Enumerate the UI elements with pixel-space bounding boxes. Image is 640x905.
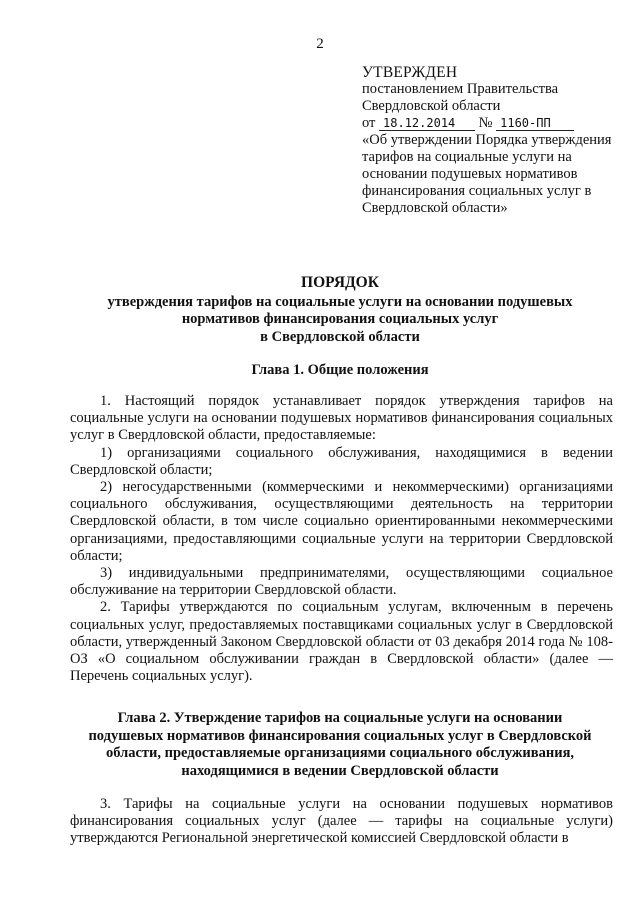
approval-date-line <box>362 115 620 132</box>
paragraph-1-item-2: 2) негосударственными (коммерческими и некоммерческими) организациями социального обслуживания, осуществляющими деятельность на территории Свердловской области, в том числе социально ориентированными некоммерческими организациями, предоставляющими социальные услуги на территории Свердловской области; <box>70 479 613 564</box>
date-value: 18.12.2014 <box>379 116 475 131</box>
title-line-2: нормативов финансирования социальных услуг <box>181 311 499 327</box>
chapter-2-body <box>70 796 613 848</box>
document-title: ПОРЯДОК <box>301 274 379 291</box>
chapter-2-heading-line-2: подушевых нормативов финансирования социальных услуг в Свердловской <box>88 727 592 744</box>
paragraph-1: 1. Настоящий порядок устанавливает порядок утверждения тарифов на социальные услуги на основании подушевых нормативов финансирования социальных услуг в Свердловской области, предоставляемые: <box>70 393 613 444</box>
paragraph-2: 2. Тарифы утверждаются по социальным услугам, включенным в перечень социальных услуг, предоставляемых поставщиками социальных услуг в Свердловской области, утвержденный Законом Свердловской области от 03 декабря 2014 года № 108-ОЗ «О социальном обслуживании граждан в Свердловской области» (далее — Перечень социальных услуг). <box>70 599 613 685</box>
approval-line-2: Свердловской области <box>362 98 501 114</box>
title-line-3: в Свердловской области <box>260 328 420 345</box>
number-prefix: № <box>478 115 493 131</box>
page-number: 2 <box>316 36 324 52</box>
date-prefix: от <box>362 115 376 131</box>
paragraph-3: 3. Тарифы на социальные услуги на основании подушевых нормативов финансирования социальных услуг (далее — тарифы на социальные услуги) утверждаются Региональной энергетической комиссией Свердловской области в <box>70 796 613 847</box>
approval-block <box>362 64 620 217</box>
chapter-2-heading-line-4: находящимися в ведении Свердловской области <box>181 762 499 779</box>
document-title-block <box>70 274 610 346</box>
title-line-1: утверждения тарифов на социальные услуги на основании подушевых <box>107 293 573 310</box>
chapter-1-heading: Глава 1. Общие положения <box>251 362 429 378</box>
approval-heading: УТВЕРЖДЕН <box>362 64 458 81</box>
chapter-1-body <box>70 393 613 685</box>
paragraph-1-item-3: 3) индивидуальными предпринимателями, осуществляющими социальное обслуживание на территории Свердловской области. <box>70 565 613 599</box>
chapter-2-heading-line-3: области, предоставляемые организациями социального обслуживания, <box>105 745 575 761</box>
approval-subject: «Об утверждении Порядка утверждения тарифов на социальные услуги на основании подушевых нормативов финансирования социальных услуг в Свердловской области» <box>362 132 612 216</box>
number-value: 1160-ПП <box>496 116 574 131</box>
approval-line-1: постановлением Правительства <box>362 81 559 97</box>
chapter-2-heading <box>70 710 610 780</box>
chapter-2-heading-line-1: Глава 2. Утверждение тарифов на социальные услуги на основании <box>117 710 563 726</box>
paragraph-1-item-1: 1) организациями социального обслуживания, находящимися в ведении Свердловской области; <box>70 444 613 478</box>
